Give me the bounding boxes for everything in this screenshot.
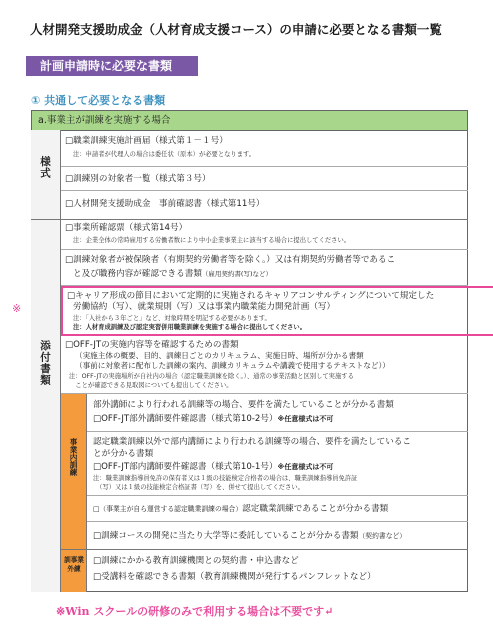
attach-row-note: 注：OFF-JTの実施場所が自社内の場合（認定職業訓練を除く。）、通常の事業活動と区別して実施する xyxy=(69,373,354,380)
attach-label-cell xyxy=(31,220,61,592)
format-row xyxy=(61,167,468,191)
format-row-title: □人材開発支援助成金 事前確認書（様式第11号） xyxy=(65,199,265,209)
format-row-title: □訓練別の対象者一覧（様式第３号） xyxy=(65,174,211,184)
attach-row-title: □事業所確認票（様式第14号） xyxy=(65,223,188,233)
highlight-box xyxy=(61,286,493,336)
attach-label: 添付書類 xyxy=(39,340,51,386)
ojt-label-cell xyxy=(61,394,87,550)
attach-row-line1: □キャリア形成の節目において定期的に実施されるキャリアコンサルティングについて規定した xyxy=(67,291,435,301)
attach-row-line1: □訓練対象者が被保険者（有期契約労働者等を除く。）又は有期契約労働者等であるこ xyxy=(65,255,396,265)
format-label: 様式 xyxy=(39,156,51,179)
ojt-row-line-small: □（事業主が自ら運営する認定職業訓練の場合） xyxy=(93,505,243,513)
ojt-row-line2-bold: ※任意様式は不可 xyxy=(277,463,334,471)
format-row xyxy=(61,191,468,220)
attach-row-line2-text: と及び職務内容が確認できる書類 xyxy=(73,269,202,279)
attach-row-line3: （事前に対象者に配布した訓練の案内、訓練カリキュラムや講義で使用するテキストなど）） xyxy=(75,361,390,370)
section-heading: ① 共通して必要となる書類 xyxy=(31,94,166,107)
ojt-row xyxy=(87,496,468,522)
format-label-cell xyxy=(31,130,61,220)
ojt-row-line1: 部外講師により行われる訓練等の場合、要件を満たしていることが分かる書類 xyxy=(93,400,394,410)
ojt-row-line2-bold: ※任意様式は不可 xyxy=(277,415,334,423)
ojt-row xyxy=(87,522,468,550)
ojt-row-line1: 認定職業訓練以外で部内講師により行われる訓練等の場合、要件を満たしているこ xyxy=(93,437,411,447)
ext-row-line: □受講料を確認できる書類（教育訓練機関が発行するパンフレットなど） xyxy=(93,572,376,582)
ojt-row xyxy=(87,432,468,496)
ext-rows xyxy=(87,550,468,592)
ojt-row-line-small: （契約書など） xyxy=(358,532,407,540)
ojt-row-line2-text: □OFF-JT部外講師要件確認書（様式第10-2号） xyxy=(93,414,278,424)
page-title: 人材開発支援助成金（人材育成支援コース）の申請に必要となる書類一覧 xyxy=(30,22,442,37)
ojt-row-line1b: とが分かる書類 xyxy=(93,449,154,459)
attach-row xyxy=(61,336,468,394)
ojt-row-line2-text: □OFF-JT部内講師要件確認書（様式第10-1号） xyxy=(93,462,278,472)
ojt-row-line xyxy=(93,530,406,542)
format-row-note: 注：申請者が代理人の場合は委任状（原本）が必要となります。 xyxy=(73,151,256,158)
ojt-row-line-text: 認定職業訓練であることが分かる書類 xyxy=(242,504,389,514)
table-header: a.事業主が訓練を実施する場合 xyxy=(31,110,468,131)
ext-label-cell xyxy=(61,550,87,592)
ext-row-line: □訓練にかかる教育訓練機関との契約書・申込書など xyxy=(93,556,299,566)
attach-row-note: ことが確認できる見取図についても提出してください。 xyxy=(69,382,233,389)
format-row-title: □職業訓練実施計画届（様式第１－１号） xyxy=(65,136,228,146)
attach-row-line2: （実施主体の概要、目的、訓練日ごとのカリキュラム、実施日時、場所が分かる書類 xyxy=(75,351,364,360)
footer-note: ※Win スクールの研修のみで利用する場合は不要です↵ xyxy=(56,605,334,618)
attach-row-line2: 労働協約（写）、就業規則（写）又は事業内職業能力開発計画（写） xyxy=(73,302,336,312)
ojt-row-line-text: □訓練コースの開発に当たり大学等に委託していることが分かる書類 xyxy=(93,531,359,541)
attach-row-note: 注：企業全体の常時雇用する労働者数により中小企業事業主に該当する場合に提出してください。 xyxy=(73,237,351,244)
ojt-row-note: 注：職業訓練指導員免許の保有者又は１級の技能検定合格者の場合は、職業訓練指導員免許証 xyxy=(93,475,358,482)
attach-row xyxy=(61,220,468,250)
format-row xyxy=(61,130,468,167)
ojt-row-note: （写）又は１級の技能検定合格証書（写）を、併せて提出してください。 xyxy=(93,484,304,491)
ojt-label: 事業内訓練 xyxy=(69,438,78,476)
attach-row-line1: □OFF-JTの実施内容等を確認するための書類 xyxy=(65,340,239,350)
ojt-row-line xyxy=(93,503,388,515)
attach-row-line2 xyxy=(73,268,272,280)
highlight-mark: ※ xyxy=(12,302,22,315)
ojt-row xyxy=(87,394,468,432)
section-banner: 計画申請時に必要な書類 xyxy=(26,56,198,76)
ojt-row-line2 xyxy=(93,413,333,425)
attach-row xyxy=(61,250,468,286)
attach-row-note: 注：「入社から３年ごと」など、対象時期を明記する必要があります。 xyxy=(73,315,271,322)
attach-row-line2-small: （雇用契約書(写)など） xyxy=(201,270,272,278)
attach-row-note-bold: 注：人材育成訓練及び認定実習併用職業訓練を実施する場合に提出してください。 xyxy=(73,324,306,331)
ojt-row-line2 xyxy=(93,461,333,473)
ext-label: 訓事業外練 xyxy=(64,556,84,573)
